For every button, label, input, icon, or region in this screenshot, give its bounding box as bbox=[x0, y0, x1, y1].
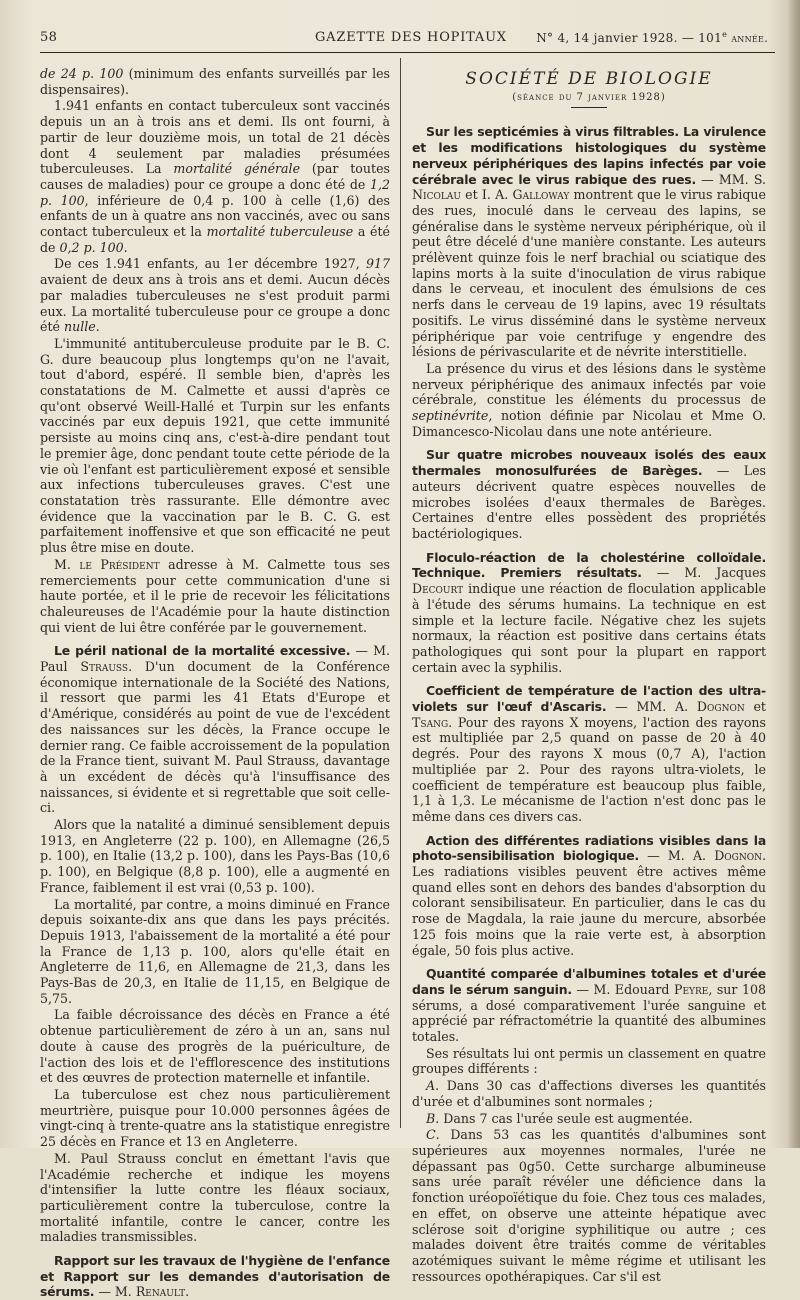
text-run: . Dans 7 cas l'urée seule est augmentée. bbox=[435, 1110, 693, 1126]
text-run: et I. A. bbox=[460, 187, 513, 203]
article-paragraph bbox=[412, 447, 766, 541]
page-header bbox=[40, 30, 780, 50]
author-name: Decourt bbox=[412, 581, 464, 597]
italic-run: 1,2 p. 100 bbox=[40, 176, 390, 208]
text-run: . bbox=[185, 1284, 190, 1300]
text-run: indique une réaction de floculation applicable à l'étude des sérums humains. La technique en est simple et la lecture facile. Négative chez les sujets normaux, la réaction est positive dans certains états pathologiques qui sont pour la plupart en rapport certain avec la syphilis. bbox=[412, 581, 766, 675]
article-heading: Sur quatre microbes nouveaux isolés des eaux thermales monosulfurées de Barèges. bbox=[412, 447, 766, 479]
text-run: L'immunité antituberculeuse produite par le B. C. G. dure beaucoup plus longtemps qu'on ne l'avait, tout d'abord, espéré. Il semble bien, d'après les constatations de M. Calmette et aussi d'après ce qu'ont observé Weill-Hallé et Turpin sur les enfants vaccinés par eux depuis 1921, que cette immunité persiste au moins cinq ans, c'est-à-dire pendant tout le premier âge, donc pendant toute cette période de la vie où l'enfant est particulièrement exposé et sensible aux infections tuberculeuses graves. C'est une constatation très rassurante. Elle démontre avec évidence que la vaccination par le B. C. G. est parfaitement inoffensive et que son efficacité ne peut plus être mise en doute. bbox=[40, 335, 390, 556]
article-heading: Quantité comparée d'albumines totales et d'urée dans le sérum sanguin. bbox=[412, 966, 766, 997]
text-run: M. Paul Strauss conclut en émettant l'avis que l'Académie recherche et indique les moyens d'intensifier la lutte contre les fléaux sociaux, particulièrement contre la tuberculose, contre la mortalité infantile, contre le cancer, contre les maladies transmissibles. bbox=[40, 1150, 390, 1245]
text-run: M. bbox=[54, 556, 80, 572]
article-paragraph bbox=[412, 124, 766, 360]
article-heading: Rapport sur les travaux de l'hygiène de l'enfance et Rapport sur les demandes d'autorisation de sérums. bbox=[40, 1253, 390, 1300]
section-title: SOCIÉTÉ DE BIOLOGIE bbox=[465, 69, 713, 89]
italic-run: de 24 p. 100 bbox=[40, 66, 124, 81]
article-heading: Coefficient de température de l'action des ultra-violets sur l'œuf d'Ascaris. bbox=[412, 683, 766, 715]
italic-run: A bbox=[426, 1078, 436, 1094]
italic-run: 917 bbox=[365, 256, 390, 272]
author-name: Nicolau bbox=[412, 187, 461, 203]
article-paragraph bbox=[40, 1253, 390, 1300]
paragraph bbox=[40, 256, 390, 335]
section-subtitle: (séance du 7 janvier 1928) bbox=[512, 91, 666, 103]
author-name: Peyre bbox=[673, 981, 709, 997]
paragraph bbox=[40, 897, 390, 1007]
article-heading: Sur les septicémies à virus filtrables. La virulence et les modifications histologiques du système nerveux périphériques des lapins infectés par voie cérébrale avec le virus rabique des rues. bbox=[412, 124, 766, 187]
text-run: . Les radiations visibles peuvent être actives même quand elles sont en dehors des bandes d'absorption du colorant sensibilisateur. En particulier, dans le cas du rose de Magdala, la raie jaune du mercure, absorbée 125 fois moins que la raie verte est, à absorption égale, 50 fois plus active. bbox=[412, 848, 766, 958]
text-run: , inférieure de 0,4 p. 100 à celle (1,6) des enfants de un à quatre ans non vaccinés, avec ou sans contact tuberculeux et la bbox=[40, 192, 391, 240]
article-paragraph bbox=[412, 833, 766, 959]
issue-info bbox=[536, 30, 768, 45]
paragraph bbox=[40, 1087, 390, 1150]
text-run: montrent que le virus rabique des rues, inoculé dans le cerveau des lapins, se généralise dans le système nerveux périphérique, où il peut être décelé d'une manière constante. Les auteurs prélèvent quinze fois le nerf brachial ou sciatique des lapins morts à la suite d'inoculation de virus rabique dans le cerveau, et inoculent des émulsions de ces nerfs dans le cerveau de 19 lapins, avec 19 résultats positifs. Le virus disséminé dans le système nerveux périphérique par voie centrifuge y engendre des lésions de périvascularite et de névrite interstitielle. bbox=[412, 187, 766, 360]
text-run: De ces 1.941 enfants, au 1er décembre 1927, bbox=[54, 256, 366, 272]
text-run: — MM. A. bbox=[606, 699, 697, 715]
paragraph bbox=[412, 1127, 766, 1284]
text-run: Alors que la natalité a diminué sensiblement depuis 1913, en Angleterre (22 p. 100), en Allemagne (26,5 p. 100), en Italie (13,2 p. 100), dans les Pays-Bas (10,6 p. 100), en Belgique (8,8 p. 100), elle a augmenté en France, faiblement il est vrai (0,53 p. 100). bbox=[40, 817, 390, 895]
italic-run: C bbox=[426, 1127, 436, 1143]
text-run: Ses résultats lui ont permis un classement en quatre groupes différents : bbox=[412, 1045, 766, 1077]
article-paragraph bbox=[412, 683, 766, 824]
left-column bbox=[40, 66, 390, 1300]
paragraph bbox=[40, 336, 390, 556]
section-rule bbox=[571, 107, 607, 108]
text-run: — M. A. bbox=[639, 848, 715, 864]
paragraph bbox=[40, 98, 390, 255]
paragraph bbox=[412, 1078, 766, 1109]
italic-run: B bbox=[426, 1110, 436, 1126]
author-name: Galloway bbox=[512, 187, 570, 203]
column-divider bbox=[400, 58, 401, 1128]
author-name: Strauss bbox=[80, 659, 129, 675]
page-edge bbox=[786, 0, 800, 1148]
italic-run: mortalité tuberculeuse bbox=[206, 224, 354, 240]
text-run: La faible décroissance des décès en France a été obtenue particulièrement de zéro à un an, sans nul doute à cause des progrès de la puériculture, de l'action des lois et de l'efflorescence des institutions et des œuvres de protection maternelle et infantile. bbox=[40, 1007, 390, 1086]
text-run: La mortalité, par contre, a moins diminué en France depuis soixante-dix ans que dans les pays précités. Depuis 1913, l'abaissement de la mortalité a été pour la France de 1,13 p. 100, alors qu'elle était en Angleterre de 11,6, en Allemagne de 21,3, dans les Pays-Bas de 20,3, en Italie de 11,15, en Belgique de 5,75. bbox=[40, 896, 390, 1006]
article-heading: Floculo-réaction de la cholestérine colloïdale. Technique. Premiers résultats. bbox=[412, 549, 766, 581]
text-run: (par toutes causes de maladies) pour ce groupe a donc été de bbox=[40, 161, 390, 192]
text-run: . Dans 30 cas d'affections diverses les quantités d'urée et d'albumines sont normales ; bbox=[412, 1078, 766, 1109]
paragraph bbox=[40, 557, 390, 636]
text-run: . D'un document de la Conférence économique internationale de la Société des Nations, il ressort que parmi les 41 Etats d'Europe et d'Amérique, considérés au point de vue de l'excédent des naissances sur les décès, la France occupe le dernier rang. Ce faible accroissement de la population de la France tient, suivant M. Paul Strauss, davantage à un excédent de décès qu'à l'insuffisance des naissances, si évidente et si regrettable que soit celle-ci. bbox=[40, 659, 391, 816]
text-run: — M. Paul bbox=[40, 643, 391, 675]
italic-run: nulle bbox=[63, 319, 96, 335]
author-name: Renault bbox=[135, 1284, 186, 1300]
text-run: adresse à M. Calmette tous ses remerciements pour cette communication d'une si haute portée, et il le prie de recevoir les félicitations chaleureuses de l'Académie pour la haute distinction qui vient de lui être conférée par le gouvernement. bbox=[40, 556, 390, 635]
text-run: . Pour des rayons X moyens, l'action des rayons est multipliée par 2,5 quand on passe de 20 à 40 degrés. Pour des rayons X mous (0,7 A), l'action multipliée par 2. Pour des rayons ultra-violets, le coefficient de température est beaucoup plus faible, 1,1 à 1,3. Le mécanisme de l'action n'est donc pas le même dans ces divers cas. bbox=[412, 714, 766, 824]
text-run: La tuberculose est chez nous particulièrement meurtrière, puisque pour 10.000 personnes âgées de vingt-cinq à trente-quatre ans la statistique enregistre 25 décès en France et 13 en Angleterre. bbox=[40, 1087, 390, 1150]
text-run: — Les auteurs décrivent quatre espèces nouvelles de microbes isolées d'eaux thermales de Barèges. Certaines d'entre elles possèdent des propriétés bactériologiques. bbox=[412, 463, 766, 541]
text-run: 1.941 enfants en contact tuberculeux sont vaccinés depuis un an à trois ans et demi. Ils ont fourni, à partir de leur douzième mois, un total de 21 décès dont 4 seulement par maladies présumées tuberculeuses. La bbox=[40, 98, 390, 177]
text-run: . bbox=[95, 319, 100, 335]
text-run: . Dans 53 cas les quantités d'albumines sont supérieures aux moyennes normales, l'urée ne dépassant pas 0g50. Cette surcharge albumineuse sans urée paraît révéler une déficience dans la fonction uréopoïétique du foie. Chez tous ces malades, en effet, on observe une atteinte hépatique avec sclérose soit d'origine syphilitique ou autre ; ces malades doivent être traités comme de véritables azotémiques suivant le même régime et utilisant les ressources opothérapiques. Car s'il est bbox=[412, 1127, 766, 1284]
text-run: et bbox=[744, 699, 766, 715]
italic-run: 0,2 p. 100 bbox=[59, 239, 124, 255]
text-run: — MM. S. bbox=[696, 171, 766, 187]
text-run: — M. Jacques bbox=[641, 565, 767, 581]
article-paragraph bbox=[412, 550, 766, 676]
text-run: (minimum des enfants surveillés par les dispensaires). bbox=[40, 66, 391, 97]
author-name: le Président bbox=[79, 556, 160, 572]
text-run: La présence du virus et des lésions dans le système nerveux périphérique des animaux infectés par voie cérébrale, constitue les éléments du processus de bbox=[412, 360, 766, 408]
paragraph bbox=[412, 361, 766, 440]
article-heading: Action des différentes radiations visibles dans la photo-sensibilisation biologique. bbox=[412, 832, 766, 864]
article-paragraph bbox=[412, 966, 766, 1045]
journal-title: GAZETTE DES HOPITAUX bbox=[315, 30, 507, 45]
issue-year-label: année. bbox=[731, 32, 768, 45]
paragraph bbox=[40, 1007, 390, 1086]
italic-run: septinévrite bbox=[412, 408, 489, 424]
paragraph bbox=[412, 1111, 766, 1127]
text-run: , notion définie par Nicolau et Mme O. Dimancesco-Nicolau dans une note antérieure. bbox=[412, 408, 766, 439]
paragraph bbox=[412, 1046, 766, 1077]
article-paragraph bbox=[40, 643, 390, 816]
page-number: 58 bbox=[40, 30, 58, 45]
article-heading: Le péril national de la mortalité excessive. bbox=[54, 643, 351, 659]
author-name: Dognon bbox=[696, 699, 745, 715]
issue-date: N° 4, 14 janvier 1928. — 101 bbox=[536, 31, 723, 45]
paragraph bbox=[40, 66, 390, 97]
right-column bbox=[412, 66, 766, 1284]
paragraph bbox=[40, 1151, 390, 1245]
header-rule bbox=[40, 52, 775, 53]
text-run: — M. bbox=[94, 1284, 136, 1300]
text-run: — M. Edouard bbox=[571, 981, 674, 997]
text-run: avaient de deux ans à trois ans et demi. Aucun décès par maladies tuberculeuses ne s'est produit parmi eux. La mortalité tuberculeuse pour ce groupe a donc été bbox=[40, 272, 390, 335]
author-name: Tsang bbox=[412, 714, 449, 730]
author-name: Dognon bbox=[714, 848, 762, 864]
text-run: . bbox=[123, 239, 128, 255]
issue-ordinal: e bbox=[722, 30, 728, 39]
text-run: , sur 108 sérums, a dosé comparativement l'urée sanguine et apprécié par réfractométrie la quantité des albumines totales. bbox=[412, 981, 766, 1045]
paragraph bbox=[40, 817, 390, 896]
text-run: a été de bbox=[40, 224, 390, 255]
italic-run: mortalité générale bbox=[173, 161, 301, 177]
